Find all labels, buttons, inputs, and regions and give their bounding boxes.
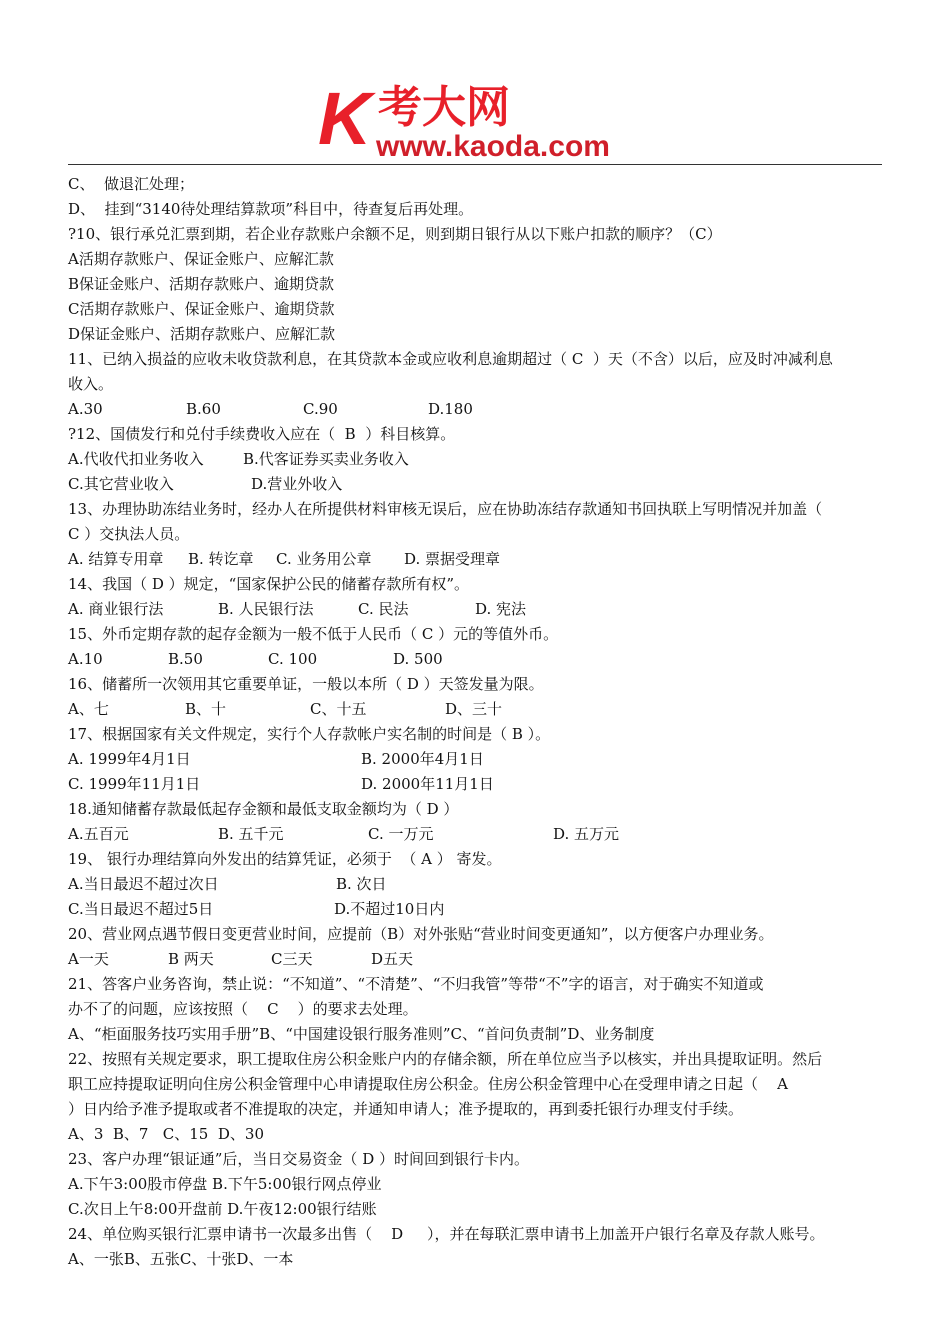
kaoda-logo: [318, 78, 648, 164]
option-item: C. 100: [268, 650, 318, 668]
option-row: [68, 597, 888, 622]
option-item: D. 2000年11月1日: [361, 775, 494, 793]
text-line: C.次日上午8:00开盘前 D.午夜12:00银行结账: [68, 1200, 377, 1218]
logo-url: www.kaoda.com: [376, 130, 610, 163]
option-row: [68, 872, 888, 897]
text-line: ?12、国债发行和兑付手续费收入应在（ B ）科目核算。: [68, 425, 456, 443]
text-line: 17、根据国家有关文件规定，实行个人存款帐户实名制的时间是（ B ）。: [68, 725, 551, 743]
option-item: A.30: [68, 400, 103, 418]
text-line: 22、按照有关规定要求，职工提取住房公积金账户内的存储余额，所在单位应当予以核实，并出具提取证明。然后: [68, 1050, 823, 1068]
text-line: D、 挂到“3140待处理结算款项”科目中，待查复后再处理。: [68, 200, 474, 218]
option-item: B. 转讫章: [188, 550, 254, 568]
option-item: A. 1999年4月1日: [68, 750, 191, 768]
option-row: [68, 747, 888, 772]
text-line: 收入。: [68, 375, 114, 393]
text-line: A、“柜面服务技巧实用手册”B、“中国建设银行服务准则”C、“首问负责制”D、业务制度: [68, 1025, 655, 1043]
option-row: [68, 772, 888, 797]
header-rule: [68, 164, 882, 165]
text-line: A活期存款账户、保证金账户、应解汇款: [68, 250, 334, 268]
option-item: D.不超过10日内: [334, 900, 445, 918]
option-item: A.五百元: [68, 825, 129, 843]
option-item: A.10: [68, 650, 103, 668]
text-line: ）日内给予准予提取或者不准提取的决定，并通知申请人；准予提取的，再到委托银行办理支付手续。: [68, 1100, 744, 1118]
option-item: A.当日最迟不超过次日: [68, 875, 219, 893]
option-item: B 两天: [168, 950, 214, 968]
option-row: [68, 447, 888, 472]
option-row: [68, 472, 888, 497]
option-item: B. 人民银行法: [218, 600, 314, 618]
option-row: [68, 397, 888, 422]
option-item: B、十: [185, 700, 227, 718]
text-line: C ）交执法人员。: [68, 525, 190, 543]
option-row: [68, 947, 888, 972]
text-line: A、3 B、7 C、15 D、30: [68, 1125, 264, 1143]
option-item: B.50: [168, 650, 203, 668]
option-item: D. 票据受理章: [404, 550, 501, 568]
option-row: [68, 547, 888, 572]
option-item: B. 2000年4月1日: [361, 750, 484, 768]
option-item: A、七: [68, 700, 109, 718]
text-line: 15、外币定期存款的起存金额为一般不低于人民币（ C ）元的等值外币。: [68, 625, 559, 643]
option-item: D.营业外收入: [251, 475, 343, 493]
text-line: 16、储蓄所一次领用其它重要单证，一般以本所（ D ）天签发量为限。: [68, 675, 544, 693]
option-item: C.其它营业收入: [68, 475, 174, 493]
text-line: 办不了的问题，应该按照（ C ）的要求去处理。: [68, 1000, 418, 1018]
option-item: D. 500: [393, 650, 443, 668]
option-row: [68, 897, 888, 922]
text-line: 14、我国（ D ）规定，“国家保护公民的储蓄存款所有权”。: [68, 575, 469, 593]
text-line: 18.通知储蓄存款最低起存金额和最低支取金额均为（ D ）: [68, 800, 459, 818]
option-item: A.代收代扣业务收入: [68, 450, 204, 468]
option-item: A. 结算专用章: [68, 550, 164, 568]
option-item: D五天: [371, 950, 414, 968]
text-line: 20、营业网点遇节假日变更营业时间，应提前（B）对外张贴“营业时间变更通知”，以方便客户办理业务。: [68, 925, 774, 943]
text-line: 21、答客户业务咨询，禁止说：“不知道”、“不清楚”、“不归我管”等带“不”字的语言，对于确实不知道或: [68, 975, 764, 993]
text-line: C活期存款账户、保证金账户、逾期贷款: [68, 300, 335, 318]
option-item: C. 民法: [358, 600, 409, 618]
option-item: A一天: [68, 950, 109, 968]
text-line: D保证金账户、活期存款账户、应解汇款: [68, 325, 336, 343]
option-item: C.90: [303, 400, 338, 418]
option-item: B.代客证券买卖业务收入: [243, 450, 409, 468]
text-line: ?10、银行承兑汇票到期，若企业存款账户余额不足，则到期日银行从以下账户扣款的顺序？（C）: [68, 225, 722, 243]
option-item: A. 商业银行法: [68, 600, 164, 618]
document-body: [68, 172, 888, 1272]
option-item: B.60: [186, 400, 221, 418]
option-row: [68, 822, 888, 847]
text-line: 职工应持提取证明向住房公积金管理中心申请提取住房公积金。住房公积金管理中心在受理申请之日起（ A: [68, 1075, 788, 1093]
logo-letter-k: K: [318, 78, 372, 160]
option-row: [68, 697, 888, 722]
option-item: C三天: [271, 950, 313, 968]
option-item: C. 一万元: [368, 825, 434, 843]
text-line: 13、办理协助冻结业务时，经办人在所提供材料审核无误后，应在协助冻结存款通知书回执联上写明情况并加盖（: [68, 500, 823, 518]
option-row: [68, 647, 888, 672]
text-line: 24、单位购买银行汇票申请书一次最多出售（ D ），并在每联汇票申请书上加盖开户银行名章及存款人账号。: [68, 1225, 825, 1243]
option-item: C. 1999年11月1日: [68, 775, 201, 793]
option-item: D. 五万元: [553, 825, 620, 843]
option-item: C.当日最迟不超过5日: [68, 900, 214, 918]
text-line: A.下午3:00股市停盘 B.下午5:00银行网点停业: [68, 1175, 382, 1193]
text-line: 11、已纳入损益的应收未收贷款利息，在其贷款本金或应收利息逾期超过（ C ）天（不含）以后，应及时冲减利息: [68, 350, 833, 368]
option-item: B. 次日: [336, 875, 387, 893]
option-item: D.180: [428, 400, 473, 418]
option-item: D、三十: [445, 700, 503, 718]
logo-chinese: 考大网: [378, 82, 510, 133]
option-item: D. 宪法: [475, 600, 527, 618]
option-item: B. 五千元: [218, 825, 284, 843]
text-line: 19、 银行办理结算向外发出的结算凭证，必须于 （ A ） 寄发。: [68, 850, 502, 868]
text-line: A、一张B、五张C、十张D、一本: [68, 1250, 294, 1268]
text-line: C、 做退汇处理；: [68, 175, 195, 193]
option-item: C. 业务用公章: [276, 550, 372, 568]
text-line: B保证金账户、活期存款账户、逾期贷款: [68, 275, 335, 293]
option-item: C、十五: [310, 700, 367, 718]
text-line: 23、客户办理“银证通”后，当日交易资金（ D ）时间回到银行卡内。: [68, 1150, 529, 1168]
